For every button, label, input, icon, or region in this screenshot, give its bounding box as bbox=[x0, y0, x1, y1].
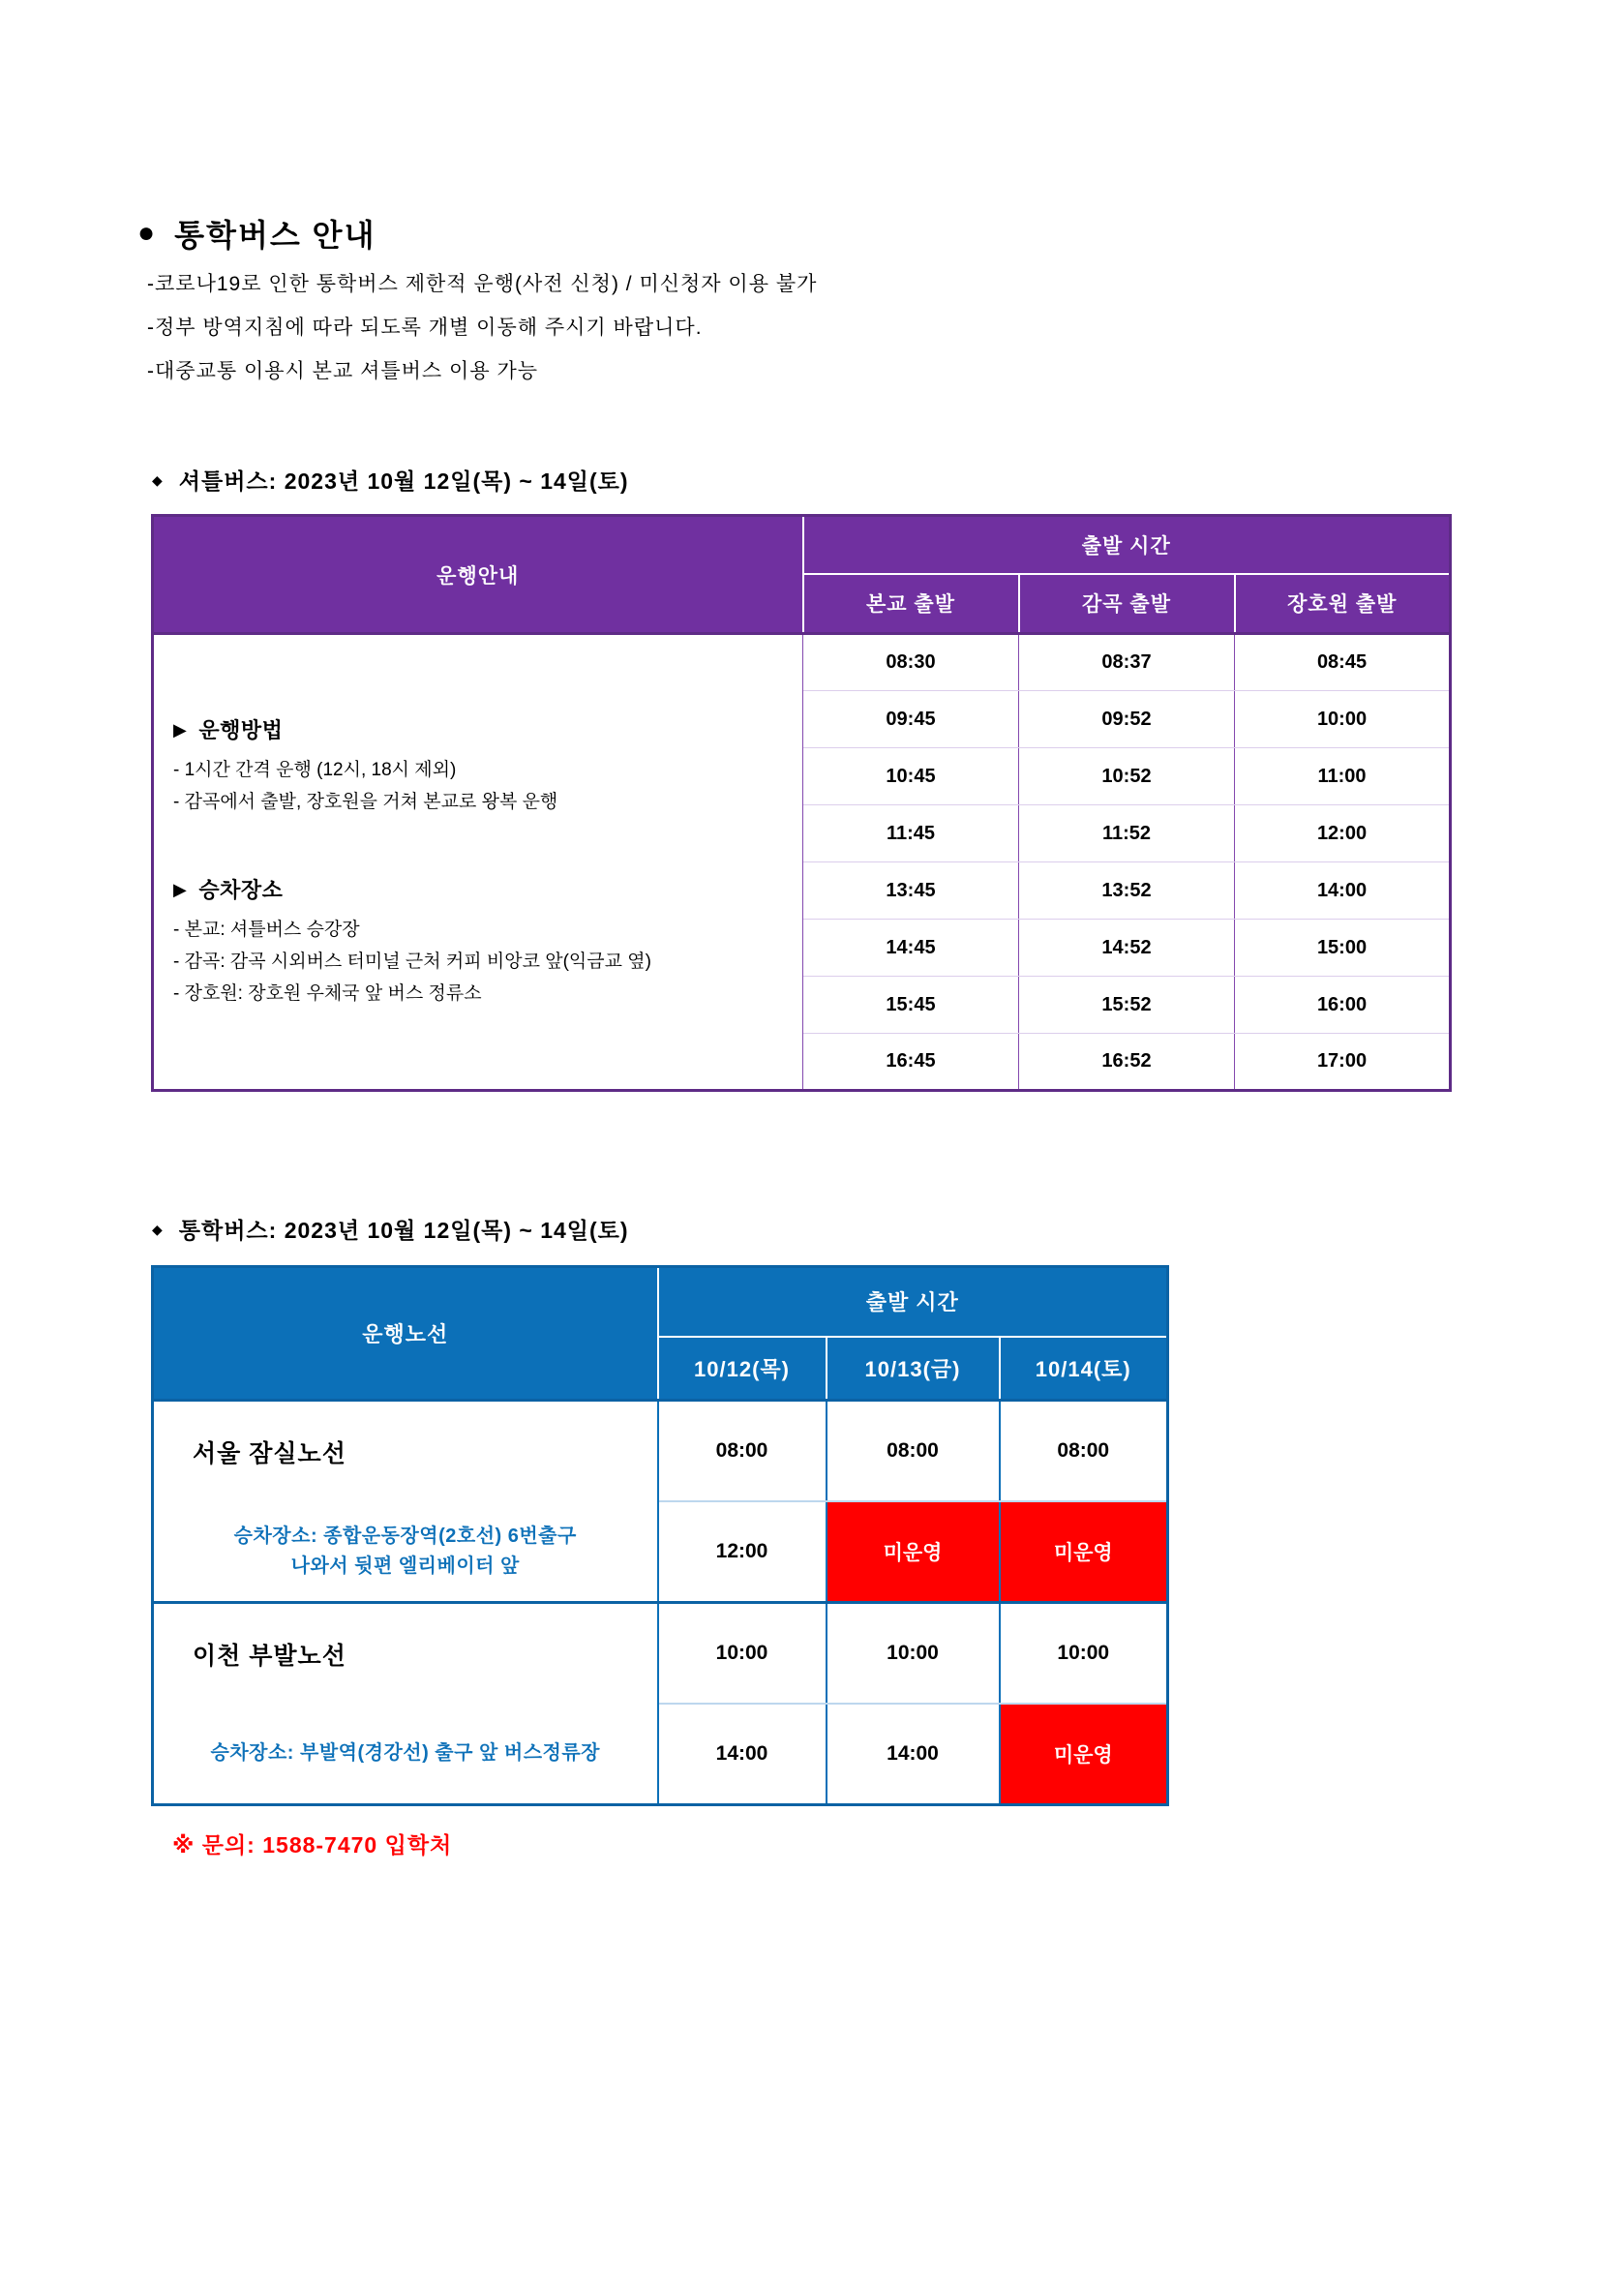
note-line: -정부 방역지침에 따라 되도록 개별 이동해 주시기 바랍니다. bbox=[147, 317, 703, 339]
time-cell: 14:00 bbox=[658, 1704, 827, 1805]
not-operating-cell: 미운영 bbox=[1000, 1704, 1168, 1805]
diamond-bullet-icon: ◆ bbox=[152, 1221, 164, 1237]
time-cell: 12:00 bbox=[658, 1501, 827, 1603]
spacer bbox=[173, 818, 789, 874]
route-cell-seoul-jamsil bbox=[153, 1401, 658, 1603]
time-cell: 14:45 bbox=[803, 920, 1019, 977]
time-cell: 08:00 bbox=[1000, 1401, 1168, 1502]
time-cell: 16:00 bbox=[1235, 977, 1451, 1034]
commuter-column-header-thu: 10/12(목) bbox=[658, 1337, 827, 1401]
time-cell: 15:00 bbox=[1235, 920, 1451, 977]
time-cell: 11:00 bbox=[1235, 748, 1451, 805]
shuttle-column-header-janghowon: 장호원 출발 bbox=[1235, 574, 1451, 634]
boarding-place-line: - 장호원: 장호원 우체국 앞 버스 정류소 bbox=[173, 983, 482, 1004]
commuter-column-header-fri: 10/13(금) bbox=[827, 1337, 1000, 1401]
time-cell: 14:52 bbox=[1019, 920, 1235, 977]
time-cell: 08:45 bbox=[1235, 634, 1451, 691]
not-operating-cell: 미운영 bbox=[827, 1501, 1000, 1603]
circle-bullet-icon: ● bbox=[137, 217, 158, 249]
commuter-route-header-cell: 운행노선 bbox=[153, 1267, 658, 1401]
operation-method-line: - 1시간 간격 운행 (12시, 18시 제외) bbox=[173, 760, 457, 780]
route-cell-icheon-bubal bbox=[153, 1603, 658, 1805]
commuter-table bbox=[151, 1265, 1169, 1806]
time-cell: 08:30 bbox=[803, 634, 1019, 691]
pickup-line: 승차장소: 부발역(경강선) 출구 앞 버스정류장 bbox=[210, 1742, 600, 1764]
shuttle-section-heading bbox=[152, 464, 629, 496]
triangle-bullet-icon: ▶ bbox=[173, 719, 188, 740]
note-line: -코로나19로 인한 통학버스 제한적 운행(사전 신청) / 미신청자 이용 불가 bbox=[147, 273, 818, 295]
triangle-bullet-icon: ▶ bbox=[173, 879, 188, 899]
boarding-place-line: - 본교: 셔틀버스 승강장 bbox=[173, 920, 360, 940]
time-cell: 11:52 bbox=[1019, 805, 1235, 862]
time-cell: 10:52 bbox=[1019, 748, 1235, 805]
boarding-place-line: - 감곡: 감곡 시외버스 터미널 근처 커피 비앙코 앞(익금교 옆) bbox=[173, 952, 651, 972]
shuttle-info-cell bbox=[153, 634, 803, 1091]
contact-footnote: ※ 문의: 1588-7470 입학처 bbox=[172, 1832, 453, 1858]
shuttle-column-header-bongyo: 본교 출발 bbox=[803, 574, 1019, 634]
note-line: -대중교통 이용시 본교 셔틀버스 이용 가능 bbox=[147, 360, 539, 382]
time-cell: 08:00 bbox=[827, 1401, 1000, 1502]
not-operating-cell: 미운영 bbox=[1000, 1501, 1168, 1603]
route-pickup-location bbox=[154, 1704, 657, 1803]
route-pickup-location bbox=[154, 1501, 657, 1601]
time-cell: 14:00 bbox=[1235, 862, 1451, 920]
time-cell: 10:00 bbox=[827, 1603, 1000, 1705]
time-cell: 15:45 bbox=[803, 977, 1019, 1034]
notes bbox=[147, 274, 817, 405]
operation-method-title bbox=[173, 714, 789, 744]
shuttle-table bbox=[151, 514, 1452, 1092]
time-cell: 13:45 bbox=[803, 862, 1019, 920]
route-name: 이천 부발노선 bbox=[193, 1642, 346, 1670]
time-cell: 09:45 bbox=[803, 691, 1019, 748]
operation-method-line: - 감곡에서 출발, 장호원을 거쳐 본교로 왕복 운행 bbox=[173, 792, 558, 812]
time-cell: 13:52 bbox=[1019, 862, 1235, 920]
shuttle-heading-text: 셔틀버스: 2023년 10월 12일(목) ~ 14일(토) bbox=[178, 468, 629, 494]
boarding-place-title bbox=[173, 874, 789, 904]
time-cell: 11:45 bbox=[803, 805, 1019, 862]
time-cell: 10:45 bbox=[803, 748, 1019, 805]
commuter-section-heading bbox=[152, 1213, 629, 1245]
time-cell: 10:00 bbox=[1000, 1603, 1168, 1705]
time-cell: 10:00 bbox=[658, 1603, 827, 1705]
page-title bbox=[137, 211, 376, 256]
operation-method-title-text: 운행방법 bbox=[198, 718, 284, 742]
shuttle-info-header-cell: 운행안내 bbox=[153, 516, 803, 634]
boarding-place-title-text: 승차장소 bbox=[198, 878, 284, 902]
route-name: 서울 잠실노선 bbox=[193, 1439, 346, 1467]
time-cell: 16:52 bbox=[1019, 1034, 1235, 1091]
time-cell: 08:37 bbox=[1019, 634, 1235, 691]
commuter-column-header-sat: 10/14(토) bbox=[1000, 1337, 1168, 1401]
time-cell: 16:45 bbox=[803, 1034, 1019, 1091]
time-cell: 12:00 bbox=[1235, 805, 1451, 862]
page-title-text: 통학버스 안내 bbox=[174, 218, 376, 253]
shuttle-column-header-gamgok: 감곡 출발 bbox=[1019, 574, 1235, 634]
time-cell: 15:52 bbox=[1019, 977, 1235, 1034]
pickup-line: 승차장소: 종합운동장역(2호선) 6번출구 bbox=[233, 1525, 577, 1547]
shuttle-departure-time-header-cell: 출발 시간 bbox=[803, 516, 1451, 574]
commuter-departure-time-header-cell: 출발 시간 bbox=[658, 1267, 1168, 1337]
pickup-line: 나와서 뒷편 엘리베이터 앞 bbox=[290, 1555, 520, 1577]
diamond-bullet-icon: ◆ bbox=[152, 471, 164, 488]
time-cell: 17:00 bbox=[1235, 1034, 1451, 1091]
time-cell: 08:00 bbox=[658, 1401, 827, 1502]
time-cell: 10:00 bbox=[1235, 691, 1451, 748]
time-cell: 14:00 bbox=[827, 1704, 1000, 1805]
time-cell: 09:52 bbox=[1019, 691, 1235, 748]
commuter-heading-text: 통학버스: 2023년 10월 12일(목) ~ 14일(토) bbox=[178, 1218, 629, 1243]
